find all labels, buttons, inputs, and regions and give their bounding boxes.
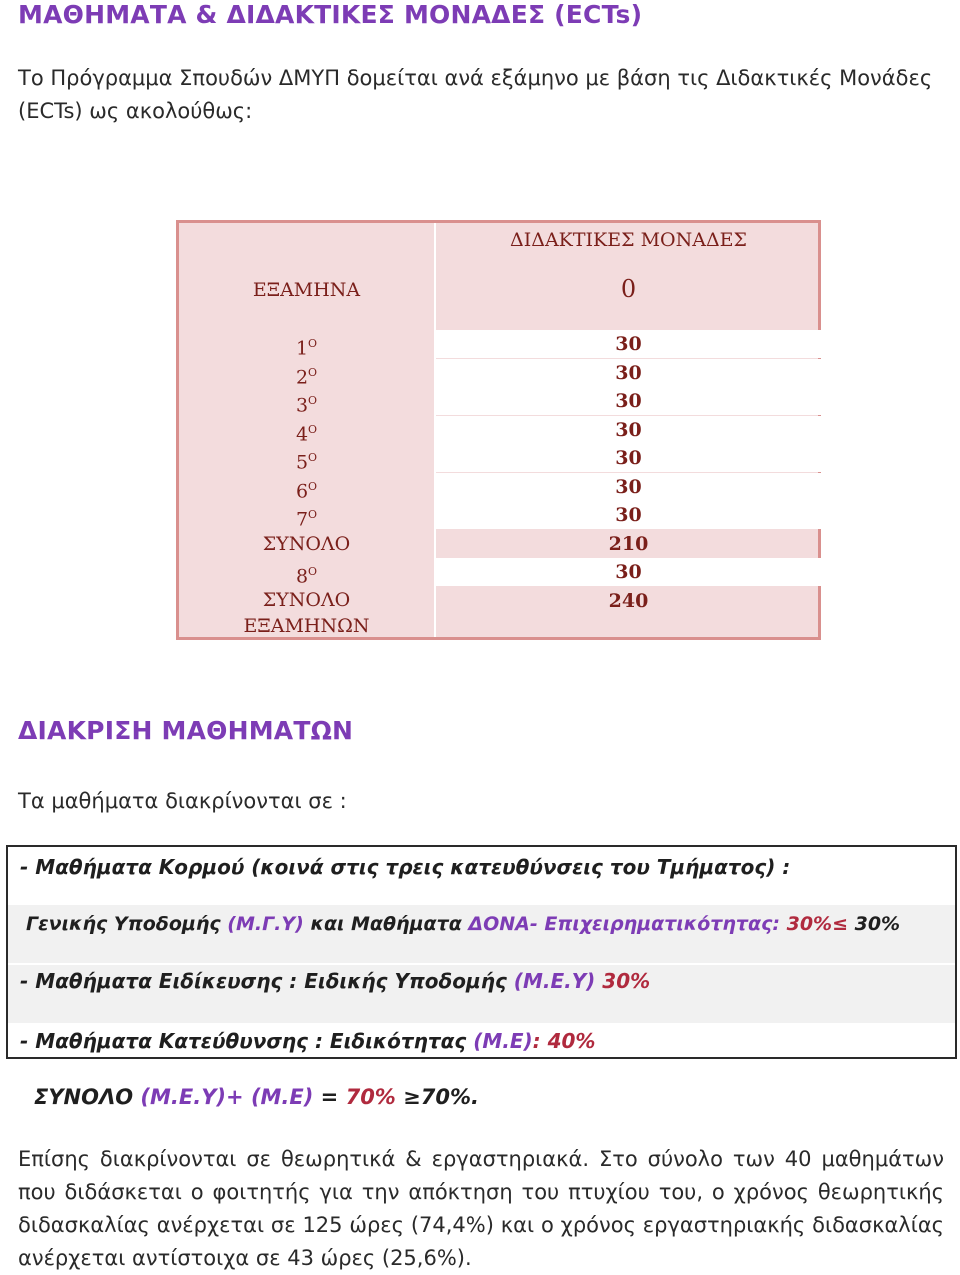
semester-cell: $4^O$ (295, 423, 318, 446)
table-row-subtotal (179, 530, 818, 558)
total-label (179, 587, 434, 641)
ects-cell: 210 (608, 533, 649, 555)
ects-table (176, 220, 821, 640)
ects-cell: 30 (436, 473, 821, 501)
table-row (179, 387, 818, 415)
diakrisi-intro: Τα μαθήματα διακρίνονται σε : (18, 789, 347, 813)
ects-cell: 240 (608, 590, 649, 612)
ects-cell: 30 (436, 444, 821, 472)
category-kateuthynsis: - Μαθήματα Κατεύθυνσης : Ειδικότητας (Μ.Ε): 40% (20, 1029, 596, 1053)
table-row (179, 501, 818, 529)
category-geniki: Γενικής Υποδομής (Μ.Γ.Υ) και Μαθήματα ΔΟΝΑ- Επιχειρηματικότητας: 30%≤ 30% (26, 913, 901, 935)
ects-cell: 30 (436, 330, 821, 358)
total-label-line1: ΣΥΝΟΛΟ (262, 589, 351, 611)
semester-cell: $6^O$ (295, 480, 318, 503)
table-header-didaktikes: ΔΙΔΑΚΤΙΚΕΣ ΜΟΝΑΔΕΣ (510, 229, 747, 251)
semester-cell: $5^O$ (295, 451, 318, 474)
semester-cell: $7^O$ (295, 508, 318, 531)
table-row-total (179, 587, 818, 641)
table-header-zero: 0 (620, 275, 637, 303)
closing-paragraph: Επίσης διακρίνονται σε θεωρητικά & εργαστηριακά. Στο σύνολο των 40 μαθημάτων που διδάσκεται ο φοιτητής για την απόκτηση του πτυχίου του, ο χρόνος θεωρητικής διδασκαλίας ανέρχεται σε 125 ώρες (74,4%) και ο χρόνος εργαστηριακής διδασκαλίας ανέρχεται αντίστοιχα σε 43 ώρες (25,6%). (18, 1147, 944, 1270)
semester-cell: $1^O$ (295, 337, 318, 360)
section-heading-diakrisi: ΔΙΑΚΡΙΣΗ ΜΑΘΗΜΑΤΩΝ (18, 716, 354, 745)
ects-cell: 30 (436, 416, 821, 444)
category-eidikeusis: - Μαθήματα Ειδίκευσης : Ειδικής Υποδομής (Μ.Ε.Υ) 30% (20, 969, 651, 993)
synolo-line: ΣΥΝΟΛΟ (Μ.Ε.Υ)+ (Μ.Ε) = 70% ≥70%. (34, 1085, 479, 1109)
semester-cell: $3^O$ (295, 394, 318, 417)
table-row (179, 330, 818, 358)
ects-cell: 30 (436, 501, 821, 529)
table-row (179, 416, 818, 444)
table-row (179, 473, 818, 501)
intro-paragraph: Το Πρόγραμμα Σπουδών ΔΜΥΠ δομείται ανά εξάμηνο με βάση τις Διδακτικές Μονάδες (ECTs) ως ακολούθως: (18, 66, 933, 123)
section-heading-ects: ΜΑΘΗΜΑΤΑ & ΔΙΔΑΚΤΙΚΕΣ ΜΟΝΑΔΕΣ (ECTs) (18, 0, 643, 29)
subtotal-label: ΣΥΝΟΛΟ (262, 533, 351, 555)
ects-cell: 30 (436, 359, 821, 387)
table-row (179, 444, 818, 472)
ects-cell: 30 (436, 558, 821, 586)
table-row (179, 359, 818, 387)
category-kormou: - Μαθήματα Κορμού (κοινά στις τρεις κατευθύνσεις του Τμήματος) : (20, 855, 791, 879)
categories-box (6, 845, 957, 1059)
semester-cell: $2^O$ (295, 366, 318, 389)
total-label-line2: ΕΞΑΜΗΝΩΝ (243, 615, 370, 637)
table-header-eksamina: ΕΞΑΜΗΝΑ (252, 279, 361, 301)
table-row (179, 558, 818, 586)
ects-cell: 30 (436, 387, 821, 415)
semester-cell: $8^O$ (295, 565, 318, 588)
